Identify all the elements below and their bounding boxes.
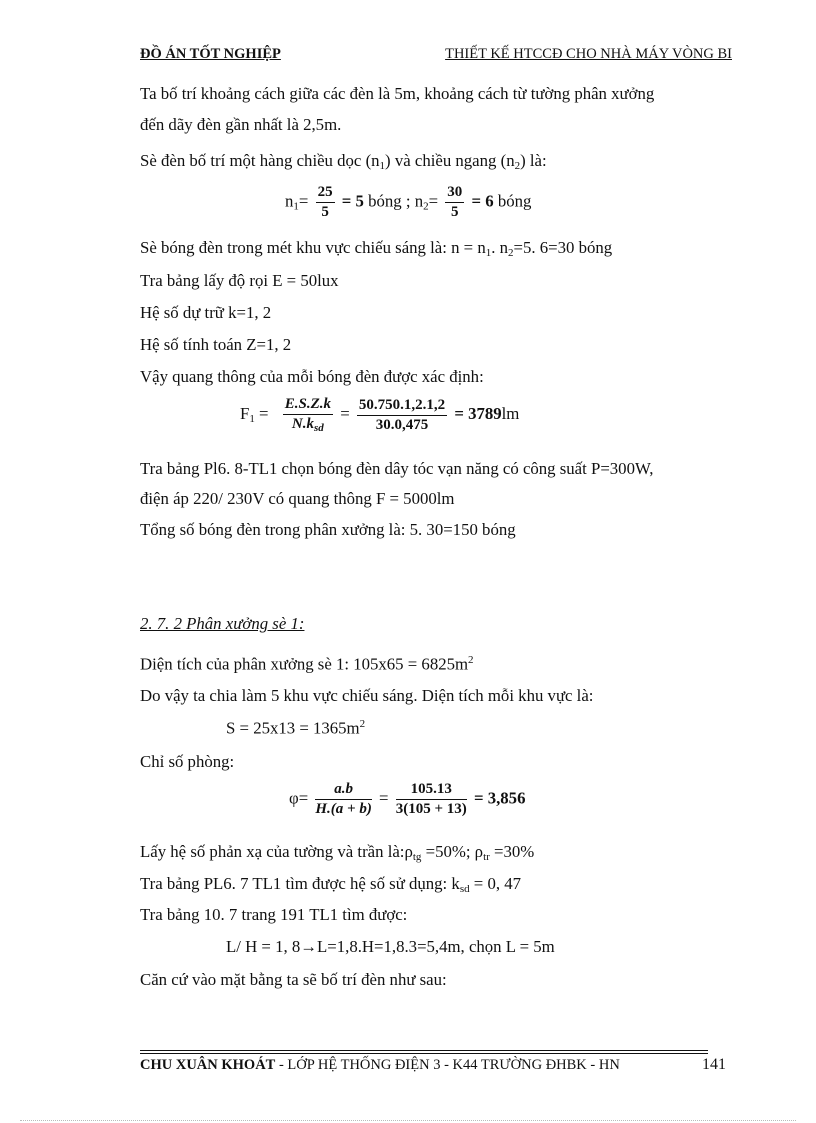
text-part: =50%; ρ <box>421 842 484 861</box>
eq-term: φ <box>289 788 299 808</box>
eq-unit: lm <box>501 403 520 423</box>
text-part: =30% <box>489 842 535 861</box>
text-line-15: Chỉ số phòng: <box>140 752 235 771</box>
text-line-9: Tra bảng Pl6. 8-TL1 chọn bóng đèn dây tóc vạn năng có công suất P=300W, <box>140 459 654 478</box>
fraction <box>445 184 464 221</box>
numerator: 30 <box>445 184 464 203</box>
text-line-14 <box>226 718 365 739</box>
fraction <box>315 781 371 818</box>
text-line-3 <box>140 151 547 172</box>
eq-sign: = <box>298 191 309 211</box>
subscript: 2 <box>508 247 514 259</box>
subscript: tr <box>483 851 490 863</box>
superscript: 2 <box>468 654 474 666</box>
text-line-6: Hệ số dự trữ k=1, 2 <box>140 303 272 322</box>
fraction <box>316 184 335 221</box>
text-part: Sè bóng đèn trong mét khu vực chiếu sáng là: n = n <box>140 238 486 257</box>
text-line-18: Tra bảng 10. 7 trang 191 TL1 tìm được: <box>140 905 408 924</box>
denominator: 5 <box>451 204 459 220</box>
denominator <box>283 415 333 434</box>
eq-sign: = <box>379 788 389 808</box>
numerator: 105.13 <box>396 781 467 800</box>
subscript: 2 <box>514 160 521 172</box>
numerator: 25 <box>316 184 335 203</box>
text-part: Tra bảng PL6. 7 TL1 tìm được hệ số sử dụng: k <box>140 874 460 893</box>
subscript: sd <box>459 883 470 895</box>
subscript: tg <box>412 851 422 863</box>
text-line-10: điện áp 220/ 230V có quang thông F = 5000lm <box>140 489 455 508</box>
text-line-13: Do vậy ta chia làm 5 khu vực chiếu sáng. Diện tích mỗi khu vực là: <box>140 686 594 705</box>
footer-rule <box>140 1053 708 1054</box>
text-line-4 <box>140 238 612 259</box>
text-line-11: Tổng số bóng đèn trong phân xưởng là: 5. 30=150 bóng <box>140 520 516 539</box>
footer-author: CHU XUÂN KHOÁT <box>140 1057 276 1073</box>
subscript: 1 <box>249 412 255 425</box>
eq-term: bóng <box>493 191 532 211</box>
fraction <box>283 396 333 434</box>
page-edge-divider <box>20 1120 796 1121</box>
subscript: 1 <box>379 160 386 172</box>
eq-term: bóng ; n <box>363 191 424 211</box>
header-right: THIẾT KẾ HTCCĐ CHO NHÀ MÁY VÒNG BI <box>445 46 732 62</box>
subscript: 2 <box>423 200 429 213</box>
text-part: Lấy hệ số phản xạ của tường và trần là:ρ <box>140 842 413 861</box>
numerator: E.S.Z.k <box>283 396 333 415</box>
denominator: 5 <box>321 204 329 220</box>
denominator: 3(105 + 13) <box>395 801 467 817</box>
page-footer <box>140 1057 620 1074</box>
header-left: ĐỒ ÁN TỐT NGHIỆP <box>140 46 281 62</box>
eq-sign: = <box>298 788 309 808</box>
equation-room-index <box>289 781 525 818</box>
footer-rule <box>140 1050 708 1051</box>
eq-result: = 3,856 <box>473 788 526 808</box>
eq-sign: = <box>254 403 269 423</box>
text-part: . n <box>491 238 509 257</box>
eq-result: = 6 <box>471 191 494 211</box>
numerator: a.b <box>315 781 371 800</box>
text-line-8: Vậy quang thông của mỗi bóng đèn được xác định: <box>140 367 484 386</box>
subscript: 1 <box>485 247 492 259</box>
equation-luminous-flux <box>240 396 519 434</box>
text-part: ) là: <box>520 151 547 170</box>
fraction <box>396 781 467 818</box>
page-number: 141 <box>702 1056 726 1073</box>
eq-result: = 5 <box>341 191 364 211</box>
text-part: = 0, 47 <box>469 874 522 893</box>
numerator: 50.750.1,2.1,2 <box>357 397 447 416</box>
denominator: H.(a + b) <box>315 801 372 817</box>
text-part: Diện tích của phân xưởng sè 1: 105x65 = 6825m <box>140 654 469 674</box>
denominator: 30.0,475 <box>375 416 429 433</box>
den-main: N.k <box>291 416 314 432</box>
eq-result: = 3789 <box>454 403 502 423</box>
eq-sign: = <box>340 403 350 423</box>
footer-info: - LỚP HỆ THỐNG ĐIỆN 3 - K44 TRƯỜNG ĐHBK - HN <box>275 1057 620 1073</box>
text-part: =5. 6=30 bóng <box>513 238 613 257</box>
text-line-7: Hệ số tính toán Z=1, 2 <box>140 335 292 354</box>
eq-sign: = <box>428 191 439 211</box>
superscript: 2 <box>359 718 366 730</box>
fraction <box>357 397 447 434</box>
text-line-17 <box>140 874 521 895</box>
text-line-19: L/ H = 1, 8→L=1,8.H=1,8.3=5,4m, chọn L = 5m <box>226 937 555 956</box>
text-part: Sè đèn bố trí một hàng chiều dọc (n <box>140 151 380 170</box>
text-line-2: đến dãy đèn gần nhất là 2,5m. <box>140 115 342 134</box>
text-line-16 <box>140 842 534 863</box>
text-line-12 <box>140 654 474 675</box>
subscript: sd <box>314 422 324 434</box>
eq-term: F <box>240 403 250 423</box>
subscript: 1 <box>293 200 299 213</box>
equation-n1-n2 <box>285 184 531 221</box>
section-heading: 2. 7. 2 Phân xưởng sè 1: <box>140 614 305 633</box>
text-line-1: Ta bố trí khoảng cách giữa các đèn là 5m, khoảng cách từ tường phân xưởng <box>140 84 655 103</box>
text-line-20: Căn cứ vào mặt bằng ta sẽ bố trí đèn như sau: <box>140 970 447 989</box>
text-line-5: Tra bảng lấy độ rọi E = 50lux <box>140 271 339 290</box>
text-part: ) và chiều ngang (n <box>385 151 515 170</box>
text-part: S = 25x13 = 1365m <box>226 718 360 738</box>
eq-term: n <box>285 191 294 211</box>
